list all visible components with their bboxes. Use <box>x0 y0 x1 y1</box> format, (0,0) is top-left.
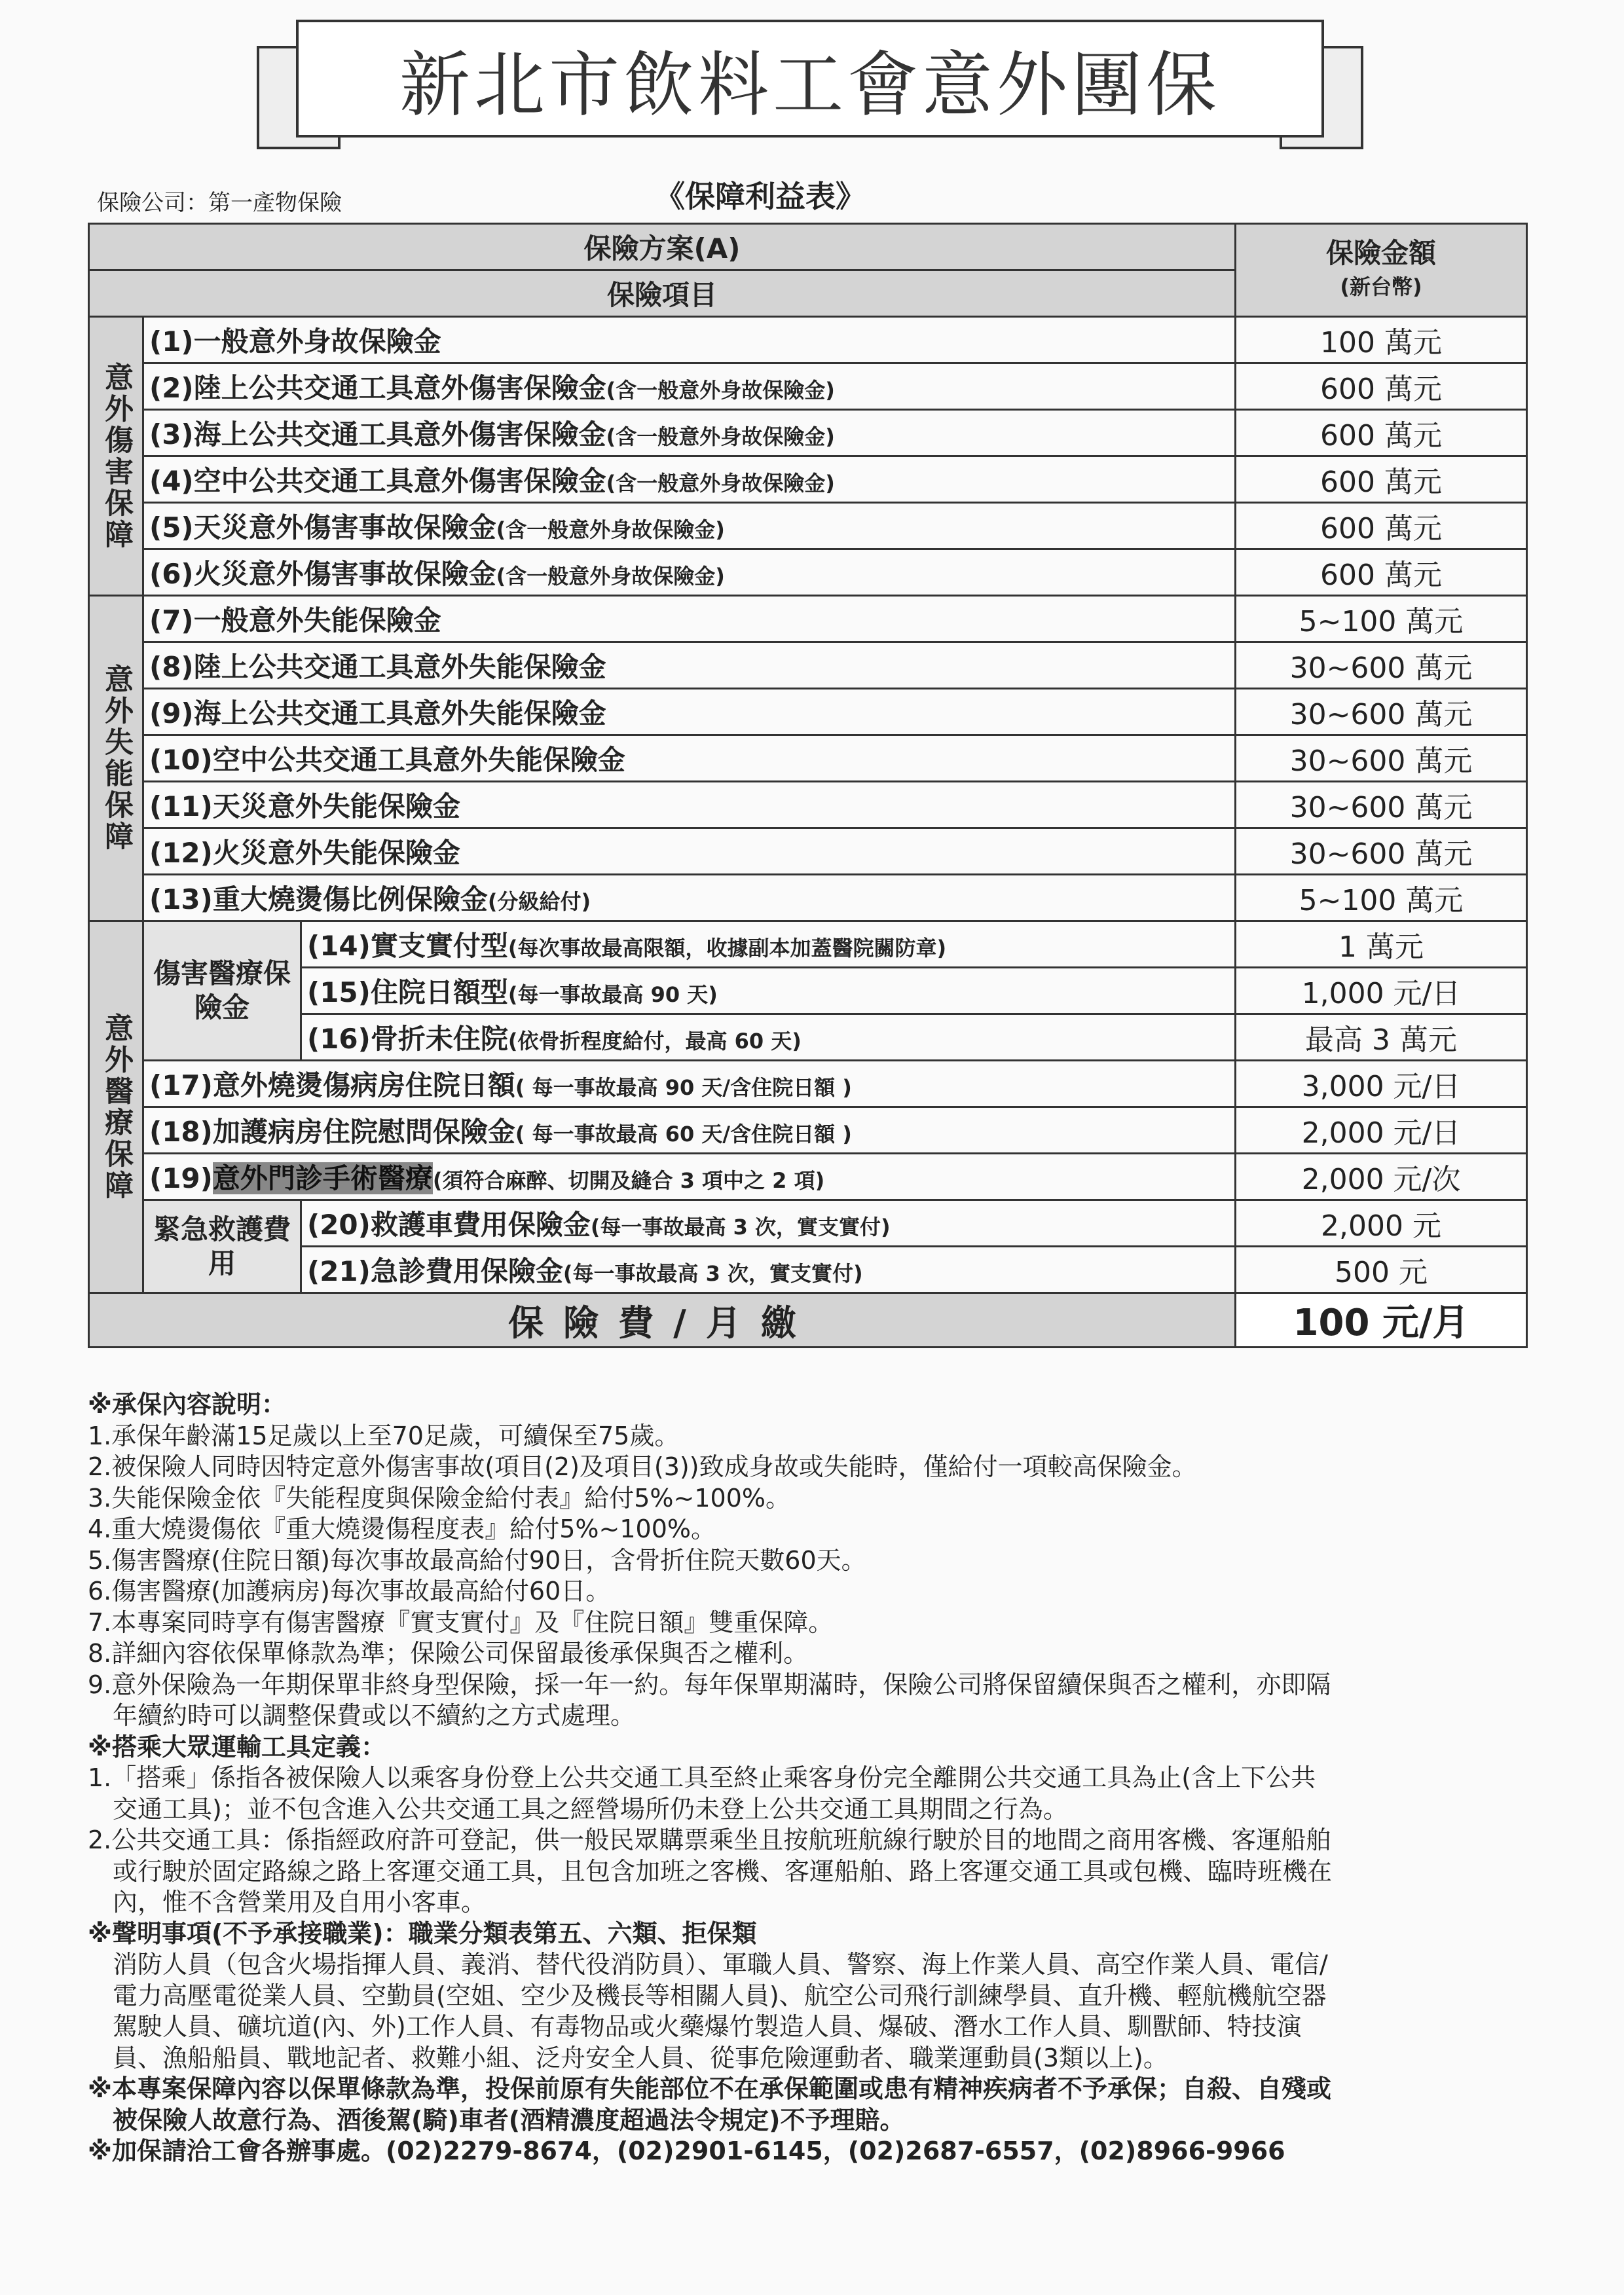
amount-cell: 600 萬元 <box>1236 503 1527 549</box>
item-label: (7)一般意外失能保險金 <box>149 604 441 636</box>
amount-cell: 600 萬元 <box>1236 549 1527 596</box>
note-line: 6.傷害醫療(加護病房)每次事故最高給付60日。 <box>88 1577 611 1606</box>
item-cell <box>301 1200 1236 1247</box>
item-cell <box>143 456 1236 503</box>
transport-title: ※搭乘大眾運輸工具定義： <box>88 1732 386 1761</box>
item-label: (9)海上公共交通工具意外失能保險金 <box>149 697 606 729</box>
item-note: (含一般意外身故保險金) <box>606 471 835 496</box>
item-label: (10)空中公共交通工具意外失能保險金 <box>149 744 625 776</box>
table-row <box>89 410 1527 456</box>
item-cell <box>143 1061 1236 1107</box>
amount-cell: 5~100 萬元 <box>1236 875 1527 921</box>
category-cell: 意外醫療保障 <box>89 921 143 1293</box>
note-line: 交通工具)；並不包含進入公共交通工具之經營場所仍未登上公共交通工具期間之行為。 <box>113 1794 1068 1824</box>
item-label: (15)住院日額型 <box>307 976 508 1008</box>
title-banner <box>257 20 1363 138</box>
item-cell <box>143 410 1236 456</box>
amount-cell: 2,000 元 <box>1236 1200 1527 1247</box>
amount-cell: 600 萬元 <box>1236 456 1527 503</box>
item-cell <box>143 317 1236 363</box>
insurance-company: 保險公司：第一產物保險 <box>97 190 342 216</box>
item-label: (5)天災意外傷害事故保險金 <box>149 511 496 543</box>
note-line: 2.被保險人同時因特定意外傷害事故(項目(2)及項目(3))致成身故或失能時，僅給付一項較高保險金。 <box>88 1452 1197 1481</box>
table-row <box>89 828 1527 875</box>
item-label: (4)空中公共交通工具意外傷害保險金 <box>149 465 606 497</box>
item-label: (12)火災意外失能保險金 <box>149 837 460 869</box>
note-line: ※本專案保障內容以保單條款為準，投保前原有失能部位不在承保範圍或患有精神疾病者不予承保；自殺、自殘或 <box>88 2074 1331 2103</box>
benefit-table <box>88 223 1528 1348</box>
item-cell <box>143 735 1236 782</box>
table-row <box>89 875 1527 921</box>
amount-cell: 600 萬元 <box>1236 363 1527 410</box>
item-note: (依骨折程度給付，最高 60 天) <box>507 1029 802 1054</box>
note-line: 員、漁船船員、戰地記者、救難小組、泛舟安全人員、從事危險運動者、職業運動員(3類以上)。 <box>113 2043 1168 2072</box>
item-note: (須符合麻醉、切開及縫合 3 項中之 2 項) <box>432 1168 825 1193</box>
subtitle: 《保障利益表》 <box>655 179 866 214</box>
table-row <box>89 503 1527 549</box>
item-cell <box>143 642 1236 689</box>
item-label: (19) <box>149 1162 213 1194</box>
table-row <box>89 642 1527 689</box>
note-line: 或行駛於固定路線之路上客運交通工具，且包含加班之客機、客運船舶、路上客運交通工具或包機、臨時班機在 <box>113 1856 1333 1886</box>
amount-cell: 30~600 萬元 <box>1236 689 1527 735</box>
item-cell <box>143 828 1236 875</box>
note-line: 內，惟不含營業用及自用小客車。 <box>113 1888 487 1917</box>
table-row <box>89 456 1527 503</box>
table-row <box>89 1061 1527 1107</box>
item-cell <box>143 503 1236 549</box>
contact-info: ※加保請洽工會各辦事處。(02)2279-8674，(02)2901-6145，(02)2687-6557，(02)8966-9966 <box>88 2137 1285 2165</box>
item-cell <box>143 596 1236 642</box>
table-row <box>89 1200 1527 1247</box>
plan-header: 保險方案(A) <box>89 224 1236 270</box>
note-line: 消防人員（包含火場指揮人員、義消、替代役消防員）、軍職人員、警察、海上作業人員、高空作業人員、電信/ <box>113 1950 1328 1979</box>
notes-section <box>88 1389 1541 2167</box>
item-cell <box>143 875 1236 921</box>
amount-cell: 最高 3 萬元 <box>1236 1014 1527 1061</box>
note-line: 電力高壓電從業人員、空勤員(空姐、空少及機長等相關人員)、航空公司飛行訓練學員、直升機、輕航機航空器 <box>113 1981 1327 2010</box>
item-cell <box>143 549 1236 596</box>
table-row <box>89 363 1527 410</box>
item-note: (每一事故最高 90 天) <box>507 982 718 1007</box>
note-line: 年續約時可以調整保費或以不續約之方式處理。 <box>113 1701 636 1730</box>
item-cell <box>143 782 1236 828</box>
table-row <box>89 596 1527 642</box>
note-line: 4.重大燒燙傷依『重大燒燙傷程度表』給付5%~100%。 <box>88 1515 716 1543</box>
item-note: (含一般意外身故保險金) <box>496 564 725 589</box>
item-label: (14)實支實付型 <box>307 930 508 962</box>
note-line: 8.詳細內容依保單條款為準；保險公司保留最後承保與否之權利。 <box>88 1639 809 1668</box>
item-label: (20)救護車費用保險金 <box>307 1209 591 1241</box>
table-row <box>89 968 1527 1014</box>
amount-cell: 3,000 元/日 <box>1236 1061 1527 1107</box>
item-note: (含一般意外身故保險金) <box>606 424 835 449</box>
table-row <box>89 689 1527 735</box>
item-label: (11)天災意外失能保險金 <box>149 790 460 822</box>
declare-title: ※聲明事項(不予承接職業)：職業分類表第五、六類、拒保類 <box>88 1919 757 1948</box>
amount-cell: 1 萬元 <box>1236 921 1527 968</box>
amount-cell: 30~600 萬元 <box>1236 782 1527 828</box>
amount-cell: 500 元 <box>1236 1247 1527 1293</box>
fee-label: 保險費/月繳 <box>89 1293 1236 1348</box>
item-cell <box>143 689 1236 735</box>
item-label: (18)加護病房住院慰問保險金 <box>149 1116 515 1148</box>
note-line: 被保險人故意行為、酒後駕(騎)車者(酒精濃度超過法令規定)不予理賠。 <box>113 2105 905 2135</box>
note-line: 駕駛人員、礦坑道(內、外)工作人員、有毒物品或火藥爆竹製造人員、爆破、潛水工作人員、馴獸師、特技演 <box>113 2012 1302 2041</box>
note-line: 3.失能保險金依『失能程度與保險金給付表』給付5%~100%。 <box>88 1483 791 1513</box>
note-line: 2.公共交通工具：係指經政府許可登記，供一般民眾購票乘坐且按航班航線行駛於目的地間之商用客機、客運船舶 <box>88 1826 1331 1854</box>
amount-cell: 5~100 萬元 <box>1236 596 1527 642</box>
amount-header-label: 保險金額 <box>1325 237 1436 269</box>
amount-cell: 30~600 萬元 <box>1236 642 1527 689</box>
amount-cell: 100 萬元 <box>1236 317 1527 363</box>
table-row <box>89 782 1527 828</box>
item-note: (分級給付) <box>487 889 591 914</box>
amount-cell: 1,000 元/日 <box>1236 968 1527 1014</box>
item-highlight: 意外門診手術醫療 <box>212 1162 433 1194</box>
category-cell: 意外失能保障 <box>89 596 143 921</box>
page-title: 新北市飲料工會意外團保 <box>399 44 1221 126</box>
category-cell: 意外傷害保障 <box>89 317 143 596</box>
item-note: (每一事故最高 3 次，實支實付) <box>563 1261 863 1286</box>
item-cell <box>143 1154 1236 1200</box>
subcategory-cell: 傷害醫療保險金 <box>143 921 301 1061</box>
item-label: (13)重大燒燙傷比例保險金 <box>149 883 488 915</box>
subcategory-cell: 緊急救護費用 <box>143 1200 301 1293</box>
note-line: 5.傷害醫療(住院日額)每次事故最高給付90日，含骨折住院天數60天。 <box>88 1545 866 1575</box>
note-line: 1.承保年齡滿15足歲以上至70足歲，可續保至75歲。 <box>88 1421 680 1450</box>
fee-amount: 100 元/月 <box>1236 1293 1527 1348</box>
table-row <box>89 1014 1527 1061</box>
item-label: (21)急診費用保險金 <box>307 1255 563 1287</box>
table-row <box>89 549 1527 596</box>
table-row <box>89 921 1527 968</box>
item-label: (17)意外燒燙傷病房住院日額 <box>149 1069 515 1101</box>
table-row <box>89 1107 1527 1154</box>
coverage-title: ※承保內容說明： <box>88 1390 286 1419</box>
amount-cell: 2,000 元/日 <box>1236 1107 1527 1154</box>
item-label: (1)一般意外身故保險金 <box>149 325 441 358</box>
item-cell <box>143 1107 1236 1154</box>
amount-cell: 2,000 元/次 <box>1236 1154 1527 1200</box>
table-row <box>89 1247 1527 1293</box>
item-cell <box>301 1247 1236 1293</box>
amount-header <box>1236 224 1527 317</box>
item-label: (6)火災意外傷害事故保險金 <box>149 558 496 590</box>
amount-cell: 30~600 萬元 <box>1236 735 1527 782</box>
item-label: (3)海上公共交通工具意外傷害保險金 <box>149 418 606 450</box>
item-note: ( 每一事故最高 60 天/含住院日額 ) <box>515 1122 852 1147</box>
amount-cell: 30~600 萬元 <box>1236 828 1527 875</box>
table-row <box>89 735 1527 782</box>
item-note: (每一事故最高 3 次，實支實付) <box>590 1215 891 1239</box>
item-label: (8)陸上公共交通工具意外失能保險金 <box>149 651 606 683</box>
amount-cell: 600 萬元 <box>1236 410 1527 456</box>
item-cell <box>143 363 1236 410</box>
table-row <box>89 1154 1527 1200</box>
item-cell <box>301 921 1236 968</box>
amount-header-currency: (新台幣) <box>1340 274 1422 299</box>
fee-row <box>89 1293 1527 1348</box>
note-line: 9.意外保險為一年期保單非終身型保險，採一年一約。每年保單期滿時，保險公司將保留續保與否之權利，亦即隔 <box>88 1670 1331 1699</box>
item-cell <box>301 1014 1236 1061</box>
note-line: 1.「搭乘」係指各被保險人以乘客身份登上公共交通工具至終止乘客身份完全離開公共交通工具為止(含上下公共 <box>88 1763 1316 1792</box>
item-note: (含一般意外身故保險金) <box>496 517 725 542</box>
note-line: 7.本專案同時享有傷害醫療『實支實付』及『住院日額』雙重保障。 <box>88 1607 834 1637</box>
item-note: (含一般意外身故保險金) <box>606 378 835 403</box>
item-label: (16)骨折未住院 <box>307 1023 508 1055</box>
item-header: 保險項目 <box>89 270 1236 317</box>
table-row <box>89 317 1527 363</box>
item-label: (2)陸上公共交通工具意外傷害保險金 <box>149 372 606 404</box>
item-note: (每次事故最高限額，收據副本加蓋醫院關防章) <box>507 936 947 961</box>
item-note: ( 每一事故最高 90 天/含住院日額 ) <box>515 1075 852 1100</box>
item-cell <box>301 968 1236 1014</box>
